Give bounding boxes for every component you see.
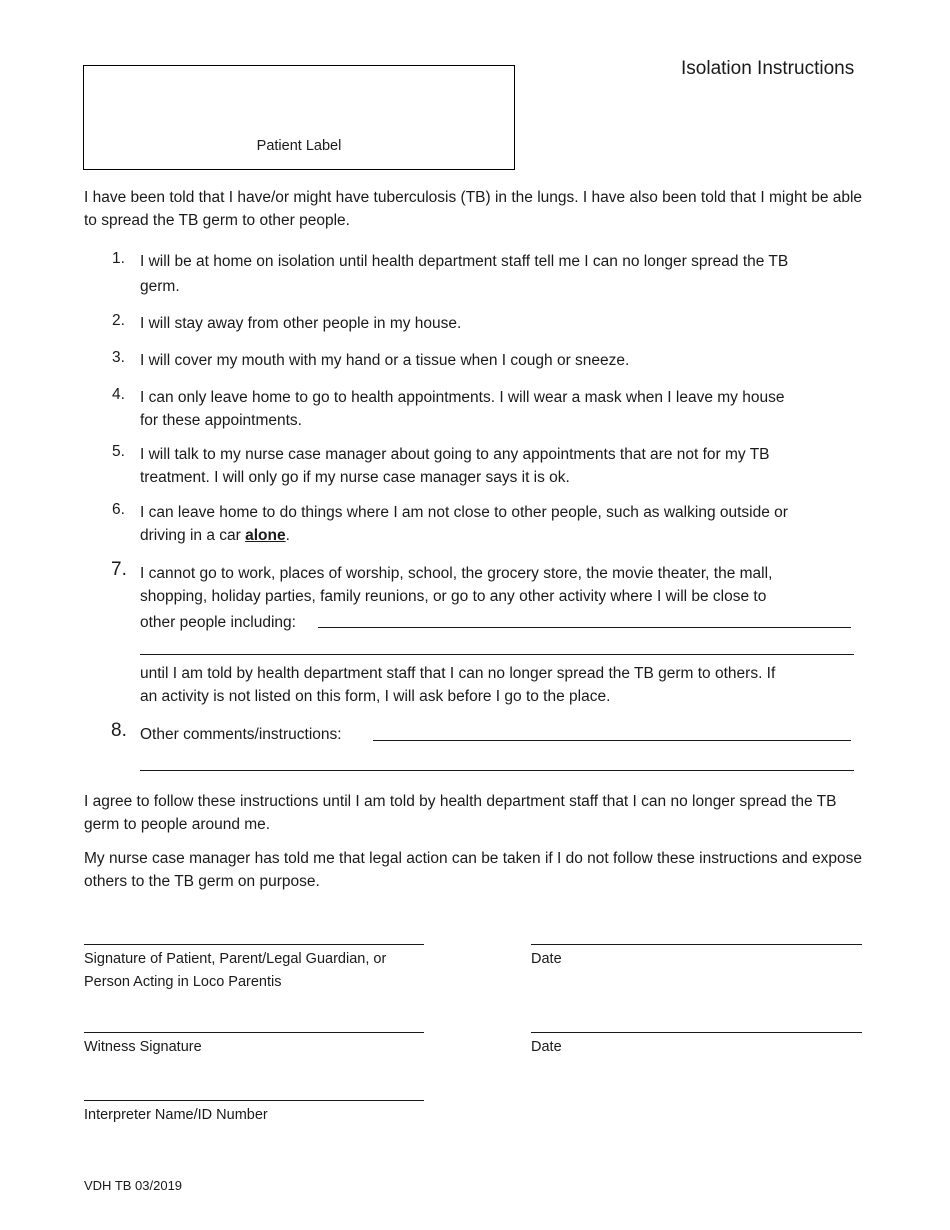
patient-signature-caption (84, 948, 386, 994)
item-number: 7. (111, 559, 127, 580)
list-item (140, 443, 875, 489)
activities-fill-line-2[interactable] (140, 654, 854, 655)
item-text: I will be at home on isolation until health department staff tell me I can no longer spread the TB (140, 253, 789, 270)
form-code: VDH TB 03/2019 (84, 1178, 183, 1193)
date-line-1[interactable] (531, 944, 862, 945)
item-text: I can leave home to do things where I am not close to other people, such as walking outside or (140, 504, 788, 521)
activities-fill-line[interactable] (318, 627, 851, 628)
item-text: other people including: (140, 614, 296, 631)
interpreter-caption: Interpreter Name/ID Number (84, 1107, 268, 1123)
item-text: I will stay away from other people in my house. (140, 315, 462, 332)
patient-label-text: Patient Label (256, 138, 342, 154)
item-text: for these appointments. (140, 412, 302, 429)
item-number: 8. (111, 720, 127, 741)
list-item (140, 312, 875, 335)
caption-text: Signature of Patient, Parent/Legal Guardian, or (84, 951, 387, 967)
item-text-with-emphasis (140, 524, 875, 547)
item-number: 2. (112, 312, 125, 329)
date-caption-2: Date (531, 1039, 562, 1055)
agree-paragraph: I agree to follow these instructions until I am told by health department staff that I can no longer spread the TB germ to people around me. (84, 793, 837, 833)
intro-paragraph: I have been told that I have/or might have tuberculosis (TB) in the lungs. I have also been told that I might be able to spread the TB germ to other people. (84, 189, 863, 229)
item-number: 6. (112, 501, 125, 518)
caption-text: Person Acting in Loco Parentis (84, 974, 282, 990)
item-number: 5. (112, 443, 125, 460)
item-text: . (285, 527, 290, 544)
list-item (140, 501, 875, 547)
list-item (140, 723, 875, 746)
legal-paragraph: My nurse case manager has told me that legal action can be taken if I do not follow these instructions and expose others to the TB germ on purpose. (84, 850, 863, 890)
date-line-2[interactable] (531, 1032, 862, 1033)
item-text: an activity is not listed on this form, I will ask before I go to the place. (140, 688, 611, 705)
item-text: germ. (140, 278, 180, 295)
item-text: shopping, holiday parties, family reunions, or go to any other activity where I will be close to (140, 588, 767, 605)
interpreter-line[interactable] (84, 1100, 424, 1101)
item-number: 1. (112, 250, 125, 267)
comments-fill-line-2[interactable] (140, 770, 854, 771)
item-text: I can only leave home to go to health appointments. I will wear a mask when I leave my house (140, 389, 785, 406)
item-number: 4. (112, 386, 125, 403)
patient-signature-line[interactable] (84, 944, 424, 945)
item-text: driving in a car (140, 527, 246, 544)
patient-label-box (83, 65, 515, 170)
item-text: I will cover my mouth with my hand or a tissue when I cough or sneeze. (140, 352, 630, 369)
list-item (140, 250, 875, 298)
witness-signature-line[interactable] (84, 1032, 424, 1033)
alone-emphasis: alone (245, 527, 286, 544)
list-item (140, 562, 875, 634)
item-text: Other comments/instructions: (140, 726, 342, 743)
witness-signature-caption: Witness Signature (84, 1039, 202, 1055)
page-title: Isolation Instructions (681, 58, 855, 79)
list-item-continued (140, 662, 875, 708)
comments-fill-line[interactable] (373, 740, 851, 741)
list-item (140, 386, 875, 432)
item-text: I will talk to my nurse case manager about going to any appointments that are not for my TB (140, 446, 770, 463)
list-item (140, 349, 875, 372)
item-text: I cannot go to work, places of worship, school, the grocery store, the movie theater, the mall, (140, 565, 773, 582)
item-text: until I am told by health department staff that I can no longer spread the TB germ to others. If (140, 665, 776, 682)
date-caption-1: Date (531, 951, 562, 967)
item-text: treatment. I will only go if my nurse case manager says it is ok. (140, 469, 570, 486)
item-number: 3. (112, 349, 125, 366)
